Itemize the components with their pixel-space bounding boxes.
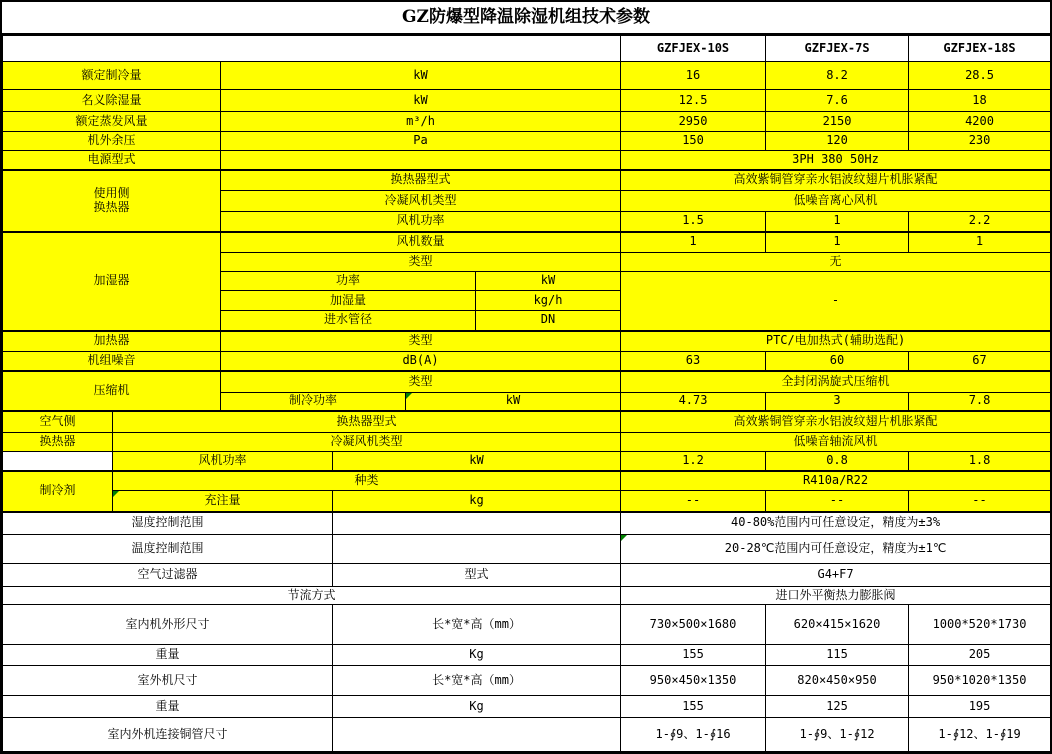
heater-label: 加热器 xyxy=(3,331,221,352)
rated-cooling-value-3: 28.5 xyxy=(909,62,1051,90)
indoor-dims-value-1: 730×500×1680 xyxy=(621,605,766,645)
outdoor-weight-value-3: 195 xyxy=(909,696,1051,718)
outdoor-weight-label: 重量 xyxy=(3,696,333,718)
row-airside-fan-type xyxy=(3,433,1051,452)
noise-unit: dB(A) xyxy=(221,352,621,371)
indoor-dims-value-3: 1000*520*1730 xyxy=(909,605,1051,645)
airside-label-line1: 空气侧 xyxy=(3,411,113,433)
fan-qty-value-3: 1 xyxy=(909,232,1051,253)
indoor-dims-unit: 长*宽*高（mm） xyxy=(333,605,621,645)
useside-hx-type-value: 高效紫铜管穿亲水铝波纹翅片机胀紧配 xyxy=(621,170,1051,191)
row-ext-pressure xyxy=(3,132,1051,151)
humidity-range-value: 40-80%范围内可任意设定，精度为±3% xyxy=(621,512,1051,535)
model-header-row xyxy=(3,36,1051,62)
compressor-type-label: 类型 xyxy=(221,371,621,393)
compressor-power-value-1: 4.73 xyxy=(621,393,766,411)
ext-pressure-value-1: 150 xyxy=(621,132,766,151)
ext-pressure-value-2: 120 xyxy=(766,132,909,151)
useside-fan-type-value: 低噪音离心风机 xyxy=(621,191,1051,212)
noise-value-1: 63 xyxy=(621,352,766,371)
humidity-range-label: 湿度控制范围 xyxy=(3,512,333,535)
refrigerant-charge-value-3: -- xyxy=(909,491,1051,512)
airside-hx-type-label: 换热器型式 xyxy=(113,411,621,433)
humidifier-type-label: 类型 xyxy=(221,253,621,272)
airside-fan-type-label: 冷凝风机类型 xyxy=(113,433,621,452)
noise-label: 机组噪音 xyxy=(3,352,221,371)
ext-pressure-unit: Pa xyxy=(221,132,621,151)
comment-indicator-icon xyxy=(113,491,119,497)
air-filter-value: G4+F7 xyxy=(621,564,1051,587)
rated-cooling-value-2: 8.2 xyxy=(766,62,909,90)
model-name-1: GZFJEX-10S xyxy=(621,36,766,62)
nominal-dehum-value-3: 18 xyxy=(909,90,1051,112)
outdoor-weight-value-2: 125 xyxy=(766,696,909,718)
row-refrigerant-charge xyxy=(3,491,1051,512)
airside-empty-cell xyxy=(3,452,113,471)
ext-pressure-label: 机外余压 xyxy=(3,132,221,151)
pipe-connect-value-1: 1-∮9、1-∮16 xyxy=(621,718,766,753)
row-nominal-dehum xyxy=(3,90,1051,112)
row-compressor-type xyxy=(3,371,1051,393)
row-fan-qty xyxy=(3,232,1051,253)
noise-value-3: 67 xyxy=(909,352,1051,371)
power-type-label: 电源型式 xyxy=(3,151,221,170)
indoor-weight-label: 重量 xyxy=(3,645,333,666)
humidity-range-empty xyxy=(333,512,621,535)
useside-hx-type-label: 换热器型式 xyxy=(221,170,621,191)
model-name-3: GZFJEX-18S xyxy=(909,36,1051,62)
humidifier-power-unit: kW xyxy=(476,272,621,291)
outdoor-weight-value-1: 155 xyxy=(621,696,766,718)
row-airside-hx-type xyxy=(3,411,1051,433)
rated-airflow-value-1: 2950 xyxy=(621,112,766,132)
heater-type-value: PTC/电加热式(辅助选配) xyxy=(621,331,1051,352)
temp-range-value-text: 20-28℃范围内可任意设定，精度为±1℃ xyxy=(724,541,947,556)
humidifier-type-value: 无 xyxy=(621,253,1051,272)
row-rated-cooling xyxy=(3,62,1051,90)
refrigerant-kind-value: R410a/R22 xyxy=(621,471,1051,491)
airside-fan-power-unit: kW xyxy=(333,452,621,471)
outdoor-dims-value-1: 950×450×1350 xyxy=(621,666,766,696)
temp-range-label: 温度控制范围 xyxy=(3,535,333,564)
refrigerant-kind-label: 种类 xyxy=(113,471,621,491)
refrigerant-charge-label-text: 充注量 xyxy=(204,492,241,507)
air-filter-label: 空气过滤器 xyxy=(3,564,333,587)
header-empty-cell xyxy=(3,36,621,62)
rated-cooling-label: 额定制冷量 xyxy=(3,62,221,90)
useside-hx-label-line1: 使用侧 xyxy=(93,185,130,200)
row-airside-fan-power xyxy=(3,452,1051,471)
nominal-dehum-value-1: 12.5 xyxy=(621,90,766,112)
pipe-connect-empty xyxy=(333,718,621,753)
outdoor-dims-value-2: 820×450×950 xyxy=(766,666,909,696)
compressor-power-unit-text: kW xyxy=(505,393,521,408)
outdoor-dims-value-3: 950*1020*1350 xyxy=(909,666,1051,696)
airside-hx-type-value: 高效紫铜管穿亲水铝波纹翅片机胀紧配 xyxy=(621,411,1051,433)
airside-fan-type-value: 低噪音轴流风机 xyxy=(621,433,1051,452)
rated-airflow-label: 额定蒸发风量 xyxy=(3,112,221,132)
row-noise xyxy=(3,352,1051,371)
rated-airflow-value-3: 4200 xyxy=(909,112,1051,132)
airside-label-line2: 换热器 xyxy=(3,433,113,452)
compressor-power-value-3: 7.8 xyxy=(909,393,1051,411)
useside-fan-power-value-1: 1.5 xyxy=(621,212,766,232)
spec-table xyxy=(2,35,1051,753)
airside-fan-power-value-2: 0.8 xyxy=(766,452,909,471)
row-outdoor-dims xyxy=(3,666,1051,696)
indoor-weight-unit: Kg xyxy=(333,645,621,666)
water-pipe-unit: DN xyxy=(476,311,621,331)
rated-cooling-unit: kW xyxy=(221,62,621,90)
row-indoor-weight xyxy=(3,645,1051,666)
humidifier-group-label: 加湿器 xyxy=(3,232,221,331)
refrigerant-group-label: 制冷剂 xyxy=(3,471,113,512)
rated-cooling-value-1: 16 xyxy=(621,62,766,90)
rated-airflow-unit: m³/h xyxy=(221,112,621,132)
indoor-weight-value-1: 155 xyxy=(621,645,766,666)
compressor-power-label: 制冷功率 xyxy=(221,393,406,411)
row-rated-airflow xyxy=(3,112,1051,132)
refrigerant-charge-value-2: -- xyxy=(766,491,909,512)
indoor-dims-value-2: 620×415×1620 xyxy=(766,605,909,645)
outdoor-dims-unit: 长*宽*高（mm） xyxy=(333,666,621,696)
row-pipe-connect xyxy=(3,718,1051,753)
compressor-power-value-2: 3 xyxy=(766,393,909,411)
row-throttle xyxy=(3,587,1051,605)
row-power-type xyxy=(3,151,1051,170)
useside-hx-group-label xyxy=(3,170,221,232)
temp-range-empty xyxy=(333,535,621,564)
nominal-dehum-unit: kW xyxy=(221,90,621,112)
humid-capacity-label: 加湿量 xyxy=(221,291,476,311)
airside-fan-power-value-3: 1.8 xyxy=(909,452,1051,471)
airside-fan-power-label: 风机功率 xyxy=(113,452,333,471)
row-useside-hx-type xyxy=(3,170,1051,191)
refrigerant-charge-value-1: -- xyxy=(621,491,766,512)
rated-airflow-value-2: 2150 xyxy=(766,112,909,132)
humidifier-merged-value: - xyxy=(621,272,1051,331)
pipe-connect-value-3: 1-∮12、1-∮19 xyxy=(909,718,1051,753)
useside-fan-type-label: 冷凝风机类型 xyxy=(221,191,621,212)
model-name-2: GZFJEX-7S xyxy=(766,36,909,62)
outdoor-weight-unit: Kg xyxy=(333,696,621,718)
page-title: GZ防爆型降温除湿机组技术参数 xyxy=(2,2,1050,35)
indoor-dims-label: 室内机外形尺寸 xyxy=(3,605,333,645)
power-type-empty xyxy=(221,151,621,170)
useside-hx-label-line2: 换热器 xyxy=(93,199,130,214)
fan-qty-label: 风机数量 xyxy=(221,232,621,253)
row-air-filter xyxy=(3,564,1051,587)
row-humidity-range xyxy=(3,512,1051,535)
noise-value-2: 60 xyxy=(766,352,909,371)
water-pipe-label: 进水管径 xyxy=(221,311,476,331)
row-temp-range xyxy=(3,535,1051,564)
row-refrigerant-kind xyxy=(3,471,1051,491)
heater-type-label: 类型 xyxy=(221,331,621,352)
comment-indicator-icon xyxy=(406,393,412,399)
useside-fan-power-label: 风机功率 xyxy=(221,212,621,232)
outdoor-dims-label: 室外机尺寸 xyxy=(3,666,333,696)
air-filter-type-label: 型式 xyxy=(333,564,621,587)
indoor-weight-value-3: 205 xyxy=(909,645,1051,666)
temp-range-value-cell xyxy=(621,535,1051,564)
indoor-weight-value-2: 115 xyxy=(766,645,909,666)
useside-fan-power-value-3: 2.2 xyxy=(909,212,1051,232)
nominal-dehum-label: 名义除湿量 xyxy=(3,90,221,112)
power-type-value: 3PH 380 50Hz xyxy=(621,151,1051,170)
humid-capacity-unit: kg/h xyxy=(476,291,621,311)
compressor-power-unit xyxy=(406,393,621,411)
pipe-connect-value-2: 1-∮9、1-∮12 xyxy=(766,718,909,753)
fan-qty-value-1: 1 xyxy=(621,232,766,253)
refrigerant-charge-unit: kg xyxy=(333,491,621,512)
row-heater xyxy=(3,331,1051,352)
throttle-value: 进口外平衡热力膨胀阀 xyxy=(621,587,1051,605)
pipe-connect-label: 室内外机连接铜管尺寸 xyxy=(3,718,333,753)
row-outdoor-weight xyxy=(3,696,1051,718)
refrigerant-charge-label xyxy=(113,491,333,512)
nominal-dehum-value-2: 7.6 xyxy=(766,90,909,112)
compressor-type-value: 全封闭涡旋式压缩机 xyxy=(621,371,1051,393)
compressor-group-label: 压缩机 xyxy=(3,371,221,411)
row-indoor-dims xyxy=(3,605,1051,645)
throttle-label: 节流方式 xyxy=(3,587,621,605)
ext-pressure-value-3: 230 xyxy=(909,132,1051,151)
useside-fan-power-value-2: 1 xyxy=(766,212,909,232)
humidifier-power-label: 功率 xyxy=(221,272,476,291)
fan-qty-value-2: 1 xyxy=(766,232,909,253)
airside-fan-power-value-1: 1.2 xyxy=(621,452,766,471)
comment-indicator-icon xyxy=(621,535,627,541)
